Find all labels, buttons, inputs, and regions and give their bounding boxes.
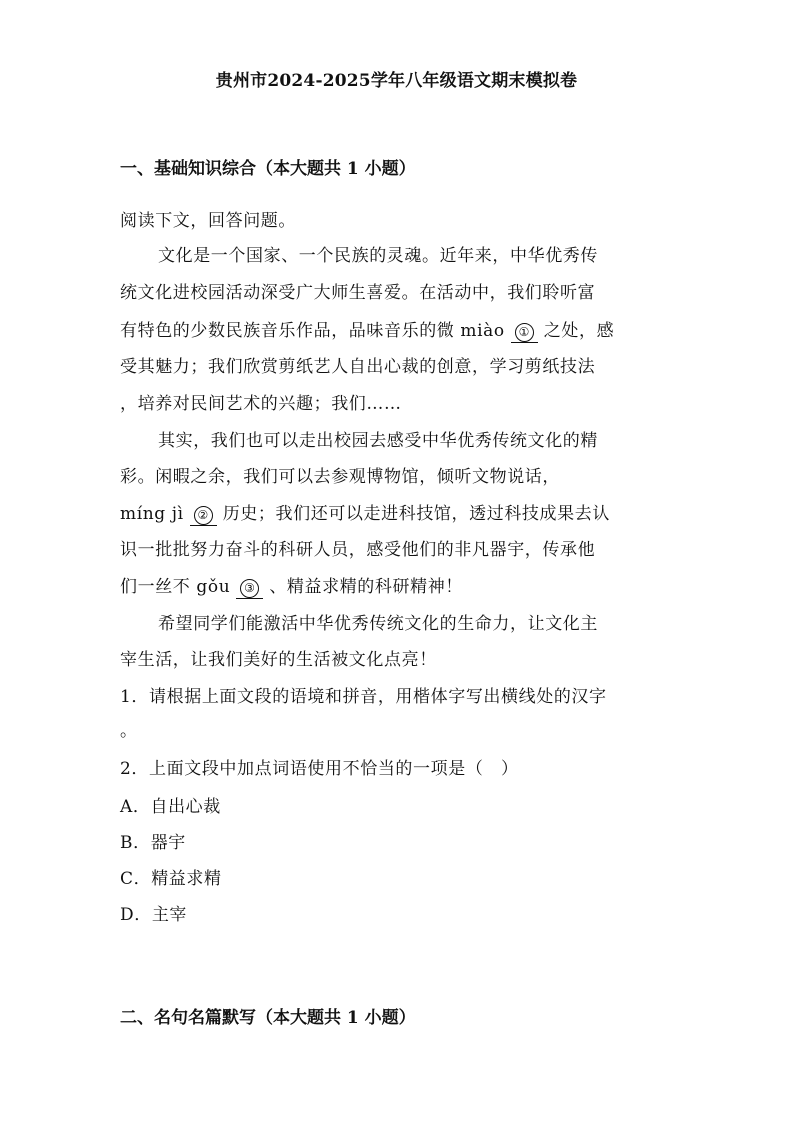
question-1-end: 。 (120, 721, 138, 741)
passage-line-with-blank-1 (120, 316, 614, 343)
option-d[interactable]: D．主宰 (120, 905, 188, 925)
passage-text: 之处，感 (543, 321, 615, 341)
option-c[interactable]: C．精益求精 (120, 869, 222, 889)
passage-line: 宰生活，让我们美好的生活被文化点亮！ (120, 650, 437, 670)
fill-blank-1[interactable] (511, 322, 538, 343)
passage-line: 统文化进校园活动深受广大师生喜爱。在活动中，我们聆听富 (120, 283, 596, 303)
passage-text: 历史；我们还可以走进科技馆，透过科技成果去认 (222, 504, 610, 524)
passage-line-with-blank-3 (120, 572, 463, 599)
question-1: 1．请根据上面文段的语境和拼音，用楷体字写出横线处的汉字 (120, 687, 607, 707)
blank-number-1: ① (515, 323, 534, 342)
passage-line: ，培养对民间艺术的兴趣；我们…… (120, 394, 402, 414)
passage-line: 希望同学们能激活中华优秀传统文化的生命力，让文化主 (158, 614, 598, 634)
passage-line: 识一批批努力奋斗的科研人员，感受他们的非凡器宇，传承他 (120, 540, 596, 560)
blank-number-3: ③ (240, 579, 259, 598)
fill-blank-3[interactable] (236, 578, 263, 599)
passage-line-with-blank-2 (120, 499, 610, 526)
passage-text: 们一丝不 gǒu (120, 577, 231, 597)
passage-line: 受其魅力；我们欣赏剪纸艺人自出心裁的创意，学习剪纸技法 (120, 357, 596, 377)
fill-blank-2[interactable] (190, 505, 217, 526)
page-title: 贵州市2024-2025学年八年级语文期末模拟卷 (215, 71, 578, 91)
option-a[interactable]: A．自出心裁 (120, 797, 221, 817)
section-heading-1: 一、基础知识综合（本大题共 1 小题） (120, 159, 416, 179)
pinyin-text: míng jì (120, 504, 184, 524)
question-2: 2．上面文段中加点词语使用不恰当的一项是（ ） (120, 759, 519, 779)
option-b[interactable]: B．器宇 (120, 833, 186, 853)
reading-intro: 阅读下文，回答问题。 (120, 211, 296, 231)
section-heading-2: 二、名句名篇默写（本大题共 1 小题） (120, 1008, 416, 1028)
passage-line: 彩。闲暇之余，我们可以去参观博物馆，倾听文物说话， (120, 467, 560, 487)
passage-line: 文化是一个国家、一个民族的灵魂。近年来，中华优秀传 (158, 246, 598, 266)
passage-text: 、精益求精的科研精神！ (269, 577, 463, 597)
passage-text: 有特色的少数民族音乐作品，品味音乐的微 miào (120, 321, 505, 341)
blank-number-2: ② (194, 506, 213, 525)
passage-line: 其实，我们也可以走出校园去感受中华优秀传统文化的精 (158, 431, 598, 451)
